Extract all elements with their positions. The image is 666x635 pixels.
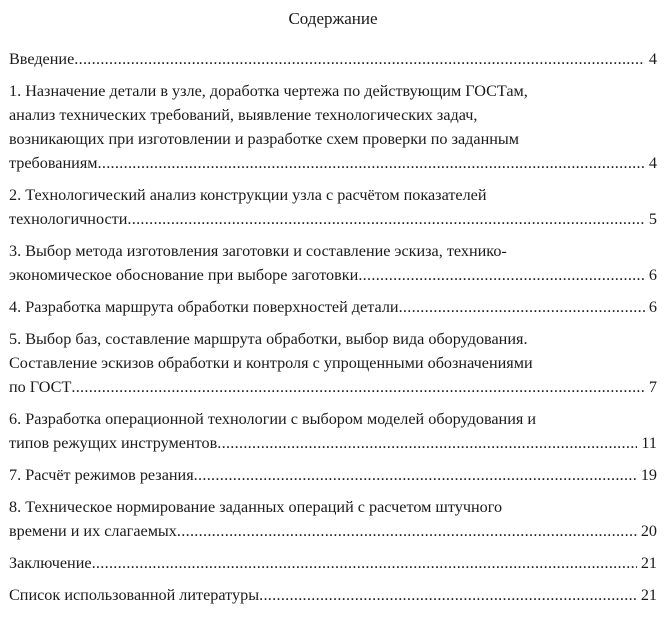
dot-leader <box>194 463 637 487</box>
toc-entry[interactable] <box>9 583 657 607</box>
toc-entry-text-line: 2. Технологический анализ конструкции узла с расчётом показателей <box>9 186 487 204</box>
toc-entry-last-line <box>9 583 657 607</box>
toc-entry-last-line <box>9 47 657 71</box>
toc-entry-text-line: 7. Расчёт режимов резания <box>9 466 194 484</box>
toc-entry-text-line: типов режущих инструментов <box>9 434 218 452</box>
toc-entry-text-line: 6. Разработка операционной технологии с выбором моделей оборудования и <box>9 410 537 428</box>
toc-page-number: 4 <box>648 50 657 68</box>
toc-entry-text-line: технологичности <box>9 210 128 228</box>
toc-page-number: 6 <box>648 266 657 284</box>
toc-page-number: 21 <box>640 554 657 572</box>
dot-leader <box>217 431 637 455</box>
toc-page-number: 6 <box>648 298 657 316</box>
toc-page-number: 19 <box>640 466 657 484</box>
toc-entry[interactable] <box>9 295 657 319</box>
toc-entry-text-line: Список использованной литературы <box>9 586 260 604</box>
dot-leader <box>358 263 645 287</box>
toc-entry[interactable] <box>9 239 657 287</box>
dot-leader <box>74 47 645 71</box>
toc-entry-last-line <box>9 431 657 455</box>
dot-leader <box>259 583 637 607</box>
toc-page-number: 4 <box>648 154 657 172</box>
toc-entry[interactable] <box>9 47 657 71</box>
toc-entry-text-line: возникающих при изготовлении и разработке схем проверки по заданным <box>9 130 520 148</box>
toc-entry-text-line: Введение <box>9 50 75 68</box>
toc-entry[interactable] <box>9 495 657 543</box>
dot-leader <box>98 151 645 175</box>
toc-page-number: 7 <box>648 378 657 396</box>
toc-entry-text-line: Заключение <box>9 554 92 572</box>
toc-entry-text-line: экономическое обоснование при выборе заготовки <box>9 266 359 284</box>
toc-entry-text-line: 3. Выбор метода изготовления заготовки и составление эскиза, технико- <box>9 242 507 260</box>
toc-entry-text-line: анализ технических требований, выявление технологических задач, <box>9 106 478 124</box>
dot-leader <box>71 375 645 399</box>
toc-entry-last-line <box>9 151 657 175</box>
toc-entry[interactable] <box>9 407 657 455</box>
toc-entry-last-line <box>9 551 657 575</box>
toc-entry-text-line: по ГОСТ <box>9 378 72 396</box>
toc-entry-text-line: 1. Назначение детали в узле, доработка чертежа по действующим ГОСТам, <box>9 82 528 100</box>
dot-leader <box>399 295 645 319</box>
toc-entry-last-line <box>9 463 657 487</box>
toc-page-number: 21 <box>640 586 657 604</box>
toc-entry[interactable] <box>9 551 657 575</box>
dot-leader <box>177 519 637 543</box>
toc-entry-last-line <box>9 207 657 231</box>
toc-entry-last-line <box>9 519 657 543</box>
toc-entry[interactable] <box>9 327 657 399</box>
toc-entry-last-line <box>9 375 657 399</box>
toc-entry-last-line <box>9 263 657 287</box>
toc-entry[interactable] <box>9 79 657 175</box>
dot-leader <box>92 551 637 575</box>
toc-entry-text-line: требованиям <box>9 154 98 172</box>
toc-entry-text-line: Составление эскизов обработки и контроля с упрощенными обозначениями <box>9 354 533 372</box>
toc-page-number: 11 <box>641 434 657 452</box>
toc-title: Содержание <box>288 9 378 28</box>
toc-entry[interactable] <box>9 183 657 231</box>
toc-page-number: 20 <box>640 522 657 540</box>
toc-entry-text-line: 8. Техническое нормирование заданных операций с расчетом штучного <box>9 498 503 516</box>
table-of-contents <box>9 47 657 607</box>
toc-entry-text-line: 4. Разработка маршрута обработки поверхностей детали <box>9 298 399 316</box>
toc-entry-text-line: 5. Выбор баз, составление маршрута обработки, выбор вида оборудования. <box>9 330 528 348</box>
dot-leader <box>127 207 645 231</box>
toc-entry-last-line <box>9 295 657 319</box>
toc-page-number: 5 <box>648 210 657 228</box>
toc-entry-text-line: времени и их слагаемых <box>9 522 177 540</box>
toc-entry[interactable] <box>9 463 657 487</box>
